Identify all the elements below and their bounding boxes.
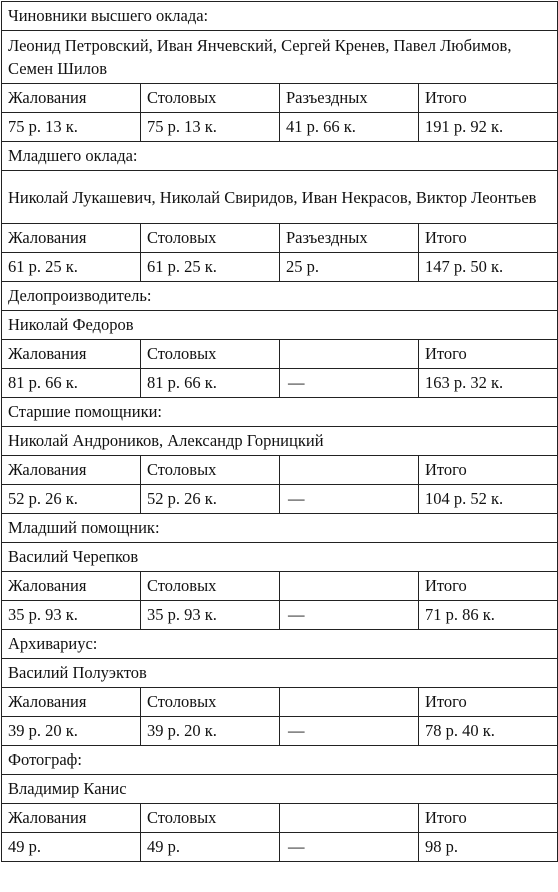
section-names: Николай Лукашевич, Николай Свиридов, Иван Некрасов, Виктор Леонтьев (2, 171, 558, 224)
section-title: Чиновники высшего оклада: (2, 2, 558, 31)
meals-header: Столовых (141, 572, 280, 601)
salary-header: Жалования (2, 688, 141, 717)
names-row (2, 543, 558, 572)
salary-header: Жалования (2, 804, 141, 833)
salary-header: Жалования (2, 340, 141, 369)
total-header: Итого (419, 804, 558, 833)
section-title-row (2, 398, 558, 427)
section-title: Старшие помощники: (2, 398, 558, 427)
section-title-row (2, 630, 558, 659)
values-row (2, 601, 558, 630)
section-names: Леонид Петровский, Иван Янчевский, Сергей Кренев, Павел Любимов, Семен Шилов (2, 31, 558, 84)
values-row (2, 485, 558, 514)
section-names: Николай Андроников, Александр Горницкий (2, 427, 558, 456)
total-value: 98 р. (419, 833, 558, 862)
section-title-row (2, 746, 558, 775)
total-value: 71 р. 86 к. (419, 601, 558, 630)
total-header: Итого (419, 456, 558, 485)
section-title: Фотограф: (2, 746, 558, 775)
section-title: Младшего оклада: (2, 142, 558, 171)
salary-header: Жалования (2, 456, 141, 485)
total-header: Итого (419, 572, 558, 601)
travel-header-empty (280, 456, 419, 485)
section-title-row (2, 282, 558, 311)
travel-header: Разъездных (280, 224, 419, 253)
total-value: 191 р. 92 к. (419, 113, 558, 142)
values-row (2, 717, 558, 746)
header-row (2, 340, 558, 369)
salary-header: Жалования (2, 224, 141, 253)
salary-value: 49 р. (2, 833, 141, 862)
travel-dash: — (280, 717, 419, 746)
section-title: Делопроизводитель: (2, 282, 558, 311)
meals-value: 39 р. 20 к. (141, 717, 280, 746)
names-row (2, 427, 558, 456)
travel-value: 25 р. (280, 253, 419, 282)
header-row (2, 688, 558, 717)
salary-value: 61 р. 25 к. (2, 253, 141, 282)
travel-header-empty (280, 340, 419, 369)
section-names: Василий Черепков (2, 543, 558, 572)
salary-value: 52 р. 26 к. (2, 485, 141, 514)
travel-header: Разъездных (280, 84, 419, 113)
header-row (2, 84, 558, 113)
section-title-row (2, 2, 558, 31)
header-row (2, 572, 558, 601)
section-names: Василий Полуэктов (2, 659, 558, 688)
names-row (2, 775, 558, 804)
values-row (2, 833, 558, 862)
section-title-row (2, 514, 558, 543)
section-names: Николай Федоров (2, 311, 558, 340)
travel-dash: — (280, 833, 419, 862)
meals-header: Столовых (141, 456, 280, 485)
salary-header: Жалования (2, 84, 141, 113)
travel-dash: — (280, 485, 419, 514)
values-row (2, 369, 558, 398)
meals-header: Столовых (141, 84, 280, 113)
total-header: Итого (419, 224, 558, 253)
travel-value: 41 р. 66 к. (280, 113, 419, 142)
salary-table (1, 1, 558, 862)
travel-dash: — (280, 369, 419, 398)
section-names: Владимир Канис (2, 775, 558, 804)
section-title-row (2, 142, 558, 171)
meals-value: 35 р. 93 к. (141, 601, 280, 630)
names-row (2, 311, 558, 340)
total-value: 147 р. 50 к. (419, 253, 558, 282)
section-title: Младший помощник: (2, 514, 558, 543)
travel-header-empty (280, 572, 419, 601)
header-row (2, 804, 558, 833)
values-row (2, 113, 558, 142)
total-value: 104 р. 52 к. (419, 485, 558, 514)
travel-header-empty (280, 804, 419, 833)
names-row (2, 659, 558, 688)
meals-header: Столовых (141, 340, 280, 369)
salary-header: Жалования (2, 572, 141, 601)
total-value: 78 р. 40 к. (419, 717, 558, 746)
salary-value: 81 р. 66 к. (2, 369, 141, 398)
meals-value: 52 р. 26 к. (141, 485, 280, 514)
total-header: Итого (419, 340, 558, 369)
salary-value: 35 р. 93 к. (2, 601, 141, 630)
salary-value: 39 р. 20 к. (2, 717, 141, 746)
meals-value: 75 р. 13 к. (141, 113, 280, 142)
total-header: Итого (419, 688, 558, 717)
meals-value: 49 р. (141, 833, 280, 862)
total-header: Итого (419, 84, 558, 113)
meals-header: Столовых (141, 688, 280, 717)
travel-header-empty (280, 688, 419, 717)
header-row (2, 456, 558, 485)
total-value: 163 р. 32 к. (419, 369, 558, 398)
meals-value: 61 р. 25 к. (141, 253, 280, 282)
names-row (2, 171, 558, 224)
salary-value: 75 р. 13 к. (2, 113, 141, 142)
meals-value: 81 р. 66 к. (141, 369, 280, 398)
travel-dash: — (280, 601, 419, 630)
meals-header: Столовых (141, 804, 280, 833)
meals-header: Столовых (141, 224, 280, 253)
values-row (2, 253, 558, 282)
section-title: Архивариус: (2, 630, 558, 659)
header-row (2, 224, 558, 253)
names-row (2, 31, 558, 84)
